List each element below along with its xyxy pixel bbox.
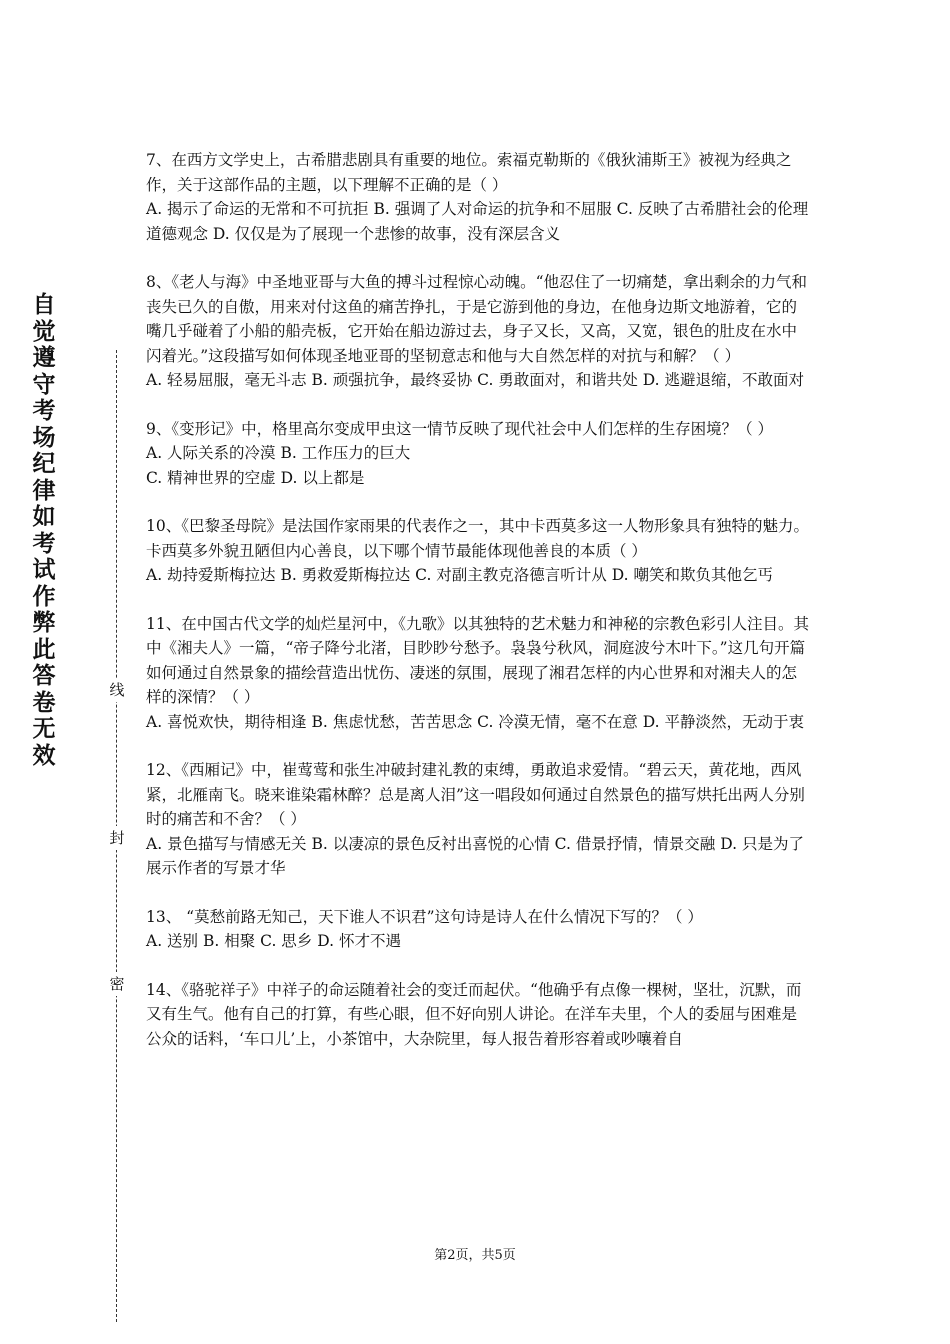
seal-label-secret: 密 <box>108 972 126 996</box>
question-stem: 10、《巴黎圣母院》是法国作家雨果的代表作之一，其中卡西莫多这一人物形象具有独特的魅力。卡西莫多外貌丑陋但内心善良，以下哪个情节最能体现他善良的本质（ ） <box>146 517 809 560</box>
question-stem: 13、 “莫愁前路无知己，天下谁人不识君”这句诗是诗人在什么情况下写的？（ ） <box>146 907 703 926</box>
question-13 <box>146 905 811 954</box>
question-stem: 7、在西方文学史上，古希腊悲剧具有重要的地位。索福克勒斯的《俄狄浦斯王》被视为经典之作，关于这部作品的主题，以下理解不正确的是（ ） <box>146 151 792 194</box>
seal-label-seal: 封 <box>108 826 126 850</box>
question-10 <box>146 514 811 588</box>
question-options: A. 喜悦欢快，期待相逢 B. 焦虑忧愁，苦苦思念 C. 冷漠无情，毫不在意 D. 平静淡然，无动于衷 <box>146 712 804 731</box>
question-stem: 8、《老人与海》中圣地亚哥与大鱼的搏斗过程惊心动魄。“他忍住了一切痛楚，拿出剩余的力气和丧失已久的自傲，用来对付这鱼的痛苦挣扎，于是它游到他的身边，在他身边斯文地游着，它的嘴几乎碰着了小船的船壳板，它开始在船边游过去，身子又长，又高，又宽，银色的肚皮在水中闪着光。”这段描写如何体现圣地亚哥的坚韧意志和他与大自然怎样的对抗与和解？（ ） <box>146 273 808 365</box>
question-stem: 9、《变形记》中，格里高尔变成甲虫这一情节反映了现代社会中人们怎样的生存困境？（ ） <box>146 419 774 438</box>
question-stem: 14、《骆驼祥子》中祥子的命运随着社会的变迁而起伏。“他确乎有点像一棵树，坚壮，沉默，而又有生气。他有自己的打算，有些心眼，但不好向别人讲论。在洋车夫里，个人的委屈与困难是公众的话料，‘车口儿’上，小茶馆中，大杂院里，每人报告着形容着或吵嚷着自 <box>146 980 802 1048</box>
question-stem: 12、《西厢记》中，崔莺莺和张生冲破封建礼教的束缚，勇敢追求爱情。“碧云天，黄花地，西风紧，北雁南飞。晓来谁染霜林醉？总是离人泪”这一唱段如何通过自然景色的描写烘托出两人分别时的痛苦和不舍？（ ） <box>146 761 805 828</box>
question-options: A. 景色描写与情感无关 B. 以凄凉的景色反衬出喜悦的心情 C. 借景抒情，情景交融 D. 只是为了展示作者的写景才华 <box>146 834 804 877</box>
question-8 <box>146 270 811 393</box>
question-14 <box>146 978 811 1052</box>
question-options: A. 轻易屈服，毫无斗志 B. 顽强抗争，最终妥协 C. 勇敢面对，和谐共处 D. 逃避退缩，不敢面对 <box>146 371 804 389</box>
question-12 <box>146 758 811 881</box>
question-9 <box>146 417 811 491</box>
question-options: A. 揭示了命运的无常和不可抗拒 B. 强调了人对命运的抗争和不屈服 C. 反映了古希腊社会的伦理道德观念 D. 仅仅是为了展现一个悲惨的故事，没有深层含义 <box>146 200 809 243</box>
question-7 <box>146 148 811 246</box>
question-list <box>146 148 811 1075</box>
question-options: A. 人际关系的冷漠 B. 工作压力的巨大 <box>146 444 411 462</box>
exam-discipline-warning: 自觉遵守考场纪律如考试作弊此答卷无效 <box>32 292 56 769</box>
question-options: A. 送别 B. 相聚 C. 思乡 D. 怀才不遇 <box>146 932 401 950</box>
page-number: 第2页，共5页 <box>434 1248 516 1263</box>
question-11 <box>146 612 811 735</box>
question-options: A. 劫持爱斯梅拉达 B. 勇救爱斯梅拉达 C. 对副主教克洛德言听计从 D. 嘲笑和欺负其他乞丐 <box>146 566 773 584</box>
question-options: C. 精神世界的空虚 D. 以上都是 <box>146 468 365 487</box>
seal-label-line: 线 <box>108 678 126 702</box>
question-stem: 11、在中国古代文学的灿烂星河中，《九歌》以其独特的艺术魅力和神秘的宗教色彩引人注目。其中《湘夫人》一篇，“帝子降兮北渚，目眇眇兮愁予。袅袅兮秋风，洞庭波兮木叶下。”这几句开篇如何通过自然景象的描绘营造出忧伤、凄迷的氛围，展现了湘君怎样的内心世界和对湘夫人的怎样的深情？（ ） <box>146 614 809 706</box>
